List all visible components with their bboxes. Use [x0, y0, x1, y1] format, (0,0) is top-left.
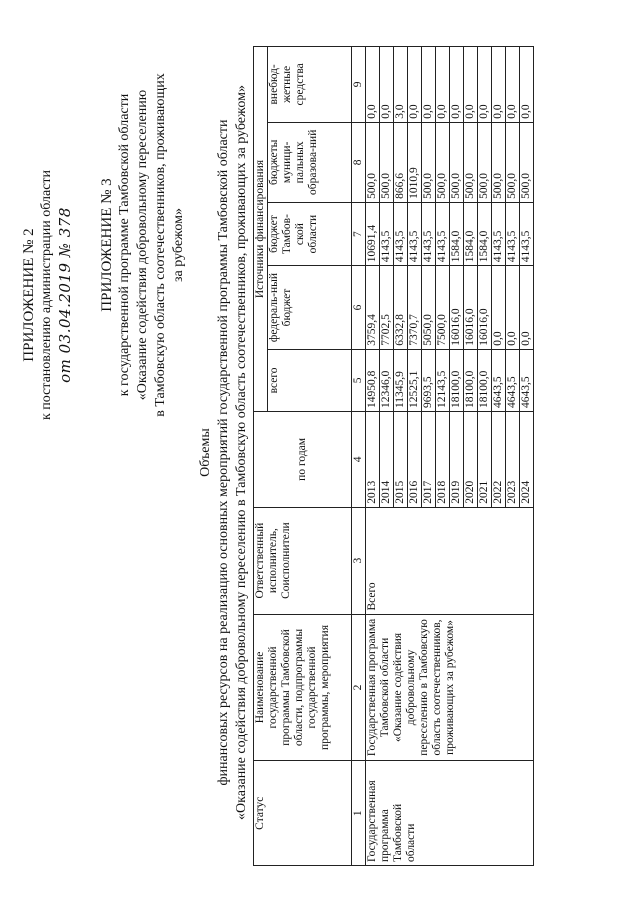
header-by-years: по годам [254, 412, 352, 508]
year-cell: 2020 [464, 412, 478, 508]
municipal-cell: 866,6 [394, 122, 408, 202]
year-cell: 2016 [408, 412, 422, 508]
federal-cell: 7370,7 [408, 266, 422, 349]
status-cell: Государственная программа Тамбовской области [366, 761, 534, 866]
municipal-cell: 500,0 [436, 122, 450, 202]
col-number: 8 [352, 122, 366, 202]
federal-cell: 6332,8 [394, 266, 408, 349]
header-regional: бюджет Тамбов-ской области [268, 202, 352, 265]
federal-cell: 0,0 [492, 266, 506, 349]
appendix-2-decree-line: к постановлению администрации области [39, 169, 54, 421]
regional-cell: 4143,5 [422, 202, 436, 265]
col-number: 2 [352, 614, 366, 761]
header-federal: федераль-ный бюджет [268, 266, 352, 349]
appendix-3-line-1: к государственной программе Тамбовской области [117, 93, 132, 397]
col-number: 5 [352, 349, 366, 411]
municipal-cell: 500,0 [478, 122, 492, 202]
document-title-block [197, 20, 251, 885]
year-cell: 2013 [366, 412, 380, 508]
federal-cell: 7500,0 [436, 266, 450, 349]
extrabudget-cell: 0,0 [464, 47, 478, 123]
total-cell: 12143,5 [436, 349, 450, 411]
regional-cell: 1584,0 [478, 202, 492, 265]
total-cell: 18100,0 [464, 349, 478, 411]
header-name: Наименование государственной программы Тамбовской области, подпрограммы государственной программы, мероприятия [254, 614, 352, 761]
handwritten-date-number: от 03.04.2019 № 378 [56, 207, 74, 383]
year-cell: 2018 [436, 412, 450, 508]
extrabudget-cell: 0,0 [380, 47, 394, 123]
extrabudget-cell: 0,0 [506, 47, 520, 123]
municipal-cell: 1010,9 [408, 122, 422, 202]
table-row [366, 47, 380, 866]
municipal-cell: 500,0 [492, 122, 506, 202]
total-cell: 18100,0 [450, 349, 464, 411]
total-cell: 11345,9 [394, 349, 408, 411]
year-cell: 2019 [450, 412, 464, 508]
year-cell: 2017 [422, 412, 436, 508]
financing-table [253, 46, 534, 866]
total-cell: 4643,5 [520, 349, 534, 411]
regional-cell: 1584,0 [464, 202, 478, 265]
federal-cell: 16016,0 [450, 266, 464, 349]
appendix-3-line-4: за рубежом» [171, 208, 186, 282]
year-cell: 2021 [478, 412, 492, 508]
col-number: 1 [352, 761, 366, 866]
municipal-cell: 500,0 [380, 122, 394, 202]
document-title-line-1: Объемы [198, 428, 213, 477]
regional-cell: 10691,4 [366, 202, 380, 265]
document-title-line-2: финансовых ресурсов на реализацию основных мероприятий государственной программы Тамбовской области [216, 119, 231, 786]
total-cell: 14950,8 [366, 349, 380, 411]
header-sources: Источники финансирования [254, 47, 268, 412]
col-number: 7 [352, 202, 366, 265]
federal-cell: 0,0 [506, 266, 520, 349]
regional-cell: 4143,5 [380, 202, 394, 265]
extrabudget-cell: 3,0 [394, 47, 408, 123]
executor-cell: Всего [366, 507, 534, 614]
municipal-cell: 500,0 [464, 122, 478, 202]
regional-cell: 4143,5 [394, 202, 408, 265]
extrabudget-cell: 0,0 [366, 47, 380, 123]
col-number: 9 [352, 47, 366, 123]
appendix-2-title: ПРИЛОЖЕНИЕ № 2 [21, 228, 37, 362]
total-cell: 4643,5 [506, 349, 520, 411]
extrabudget-cell: 0,0 [478, 47, 492, 123]
extrabudget-cell: 0,0 [492, 47, 506, 123]
appendix-3-title: ПРИЛОЖЕНИЕ № 3 [99, 178, 115, 312]
total-cell: 12346,0 [380, 349, 394, 411]
extrabudget-cell: 0,0 [436, 47, 450, 123]
header-extrabudget: внебюд-жетные средства [268, 47, 352, 123]
regional-cell: 4143,5 [436, 202, 450, 265]
regional-cell: 4143,5 [408, 202, 422, 265]
header-total: всего [268, 349, 352, 411]
total-cell: 9693,5 [422, 349, 436, 411]
municipal-cell: 500,0 [366, 122, 380, 202]
federal-cell: 16016,0 [478, 266, 492, 349]
extrabudget-cell: 0,0 [422, 47, 436, 123]
year-cell: 2015 [394, 412, 408, 508]
extrabudget-cell: 0,0 [450, 47, 464, 123]
municipal-cell: 500,0 [450, 122, 464, 202]
federal-cell: 5050,0 [422, 266, 436, 349]
column-numbers-row [352, 47, 366, 866]
appendix-3-block [98, 35, 188, 455]
program-name-cell: Государственная программа Тамбовской области «Оказание содействия добровольному переселению в Тамбовскую область соотечественников, проживающих за рубежом» [366, 614, 534, 761]
year-cell: 2023 [506, 412, 520, 508]
regional-cell: 4143,5 [506, 202, 520, 265]
municipal-cell: 500,0 [506, 122, 520, 202]
regional-cell: 4143,5 [492, 202, 506, 265]
extrabudget-cell: 0,0 [408, 47, 422, 123]
federal-cell: 16016,0 [464, 266, 478, 349]
appendix-2-block [20, 85, 74, 505]
total-cell: 12525,1 [408, 349, 422, 411]
header-status: Статус [254, 761, 352, 866]
appendix-3-line-2: «Оказание содействия добровольному переселению [135, 89, 150, 401]
federal-cell: 3759,4 [366, 266, 380, 349]
year-cell: 2024 [520, 412, 534, 508]
document-title-line-3: «Оказание содействия добровольному переселению в Тамбовскую область соотечественников, проживающих за рубежом» [234, 85, 249, 820]
appendix-3-line-3: в Тамбовскую область соотечественников, проживающих [153, 73, 168, 417]
federal-cell: 7702,5 [380, 266, 394, 349]
total-cell: 18100,0 [478, 349, 492, 411]
col-number: 3 [352, 507, 366, 614]
municipal-cell: 500,0 [422, 122, 436, 202]
col-number: 4 [352, 412, 366, 508]
year-cell: 2022 [492, 412, 506, 508]
year-cell: 2014 [380, 412, 394, 508]
header-executor: Ответственный исполнитель, Соисполнители [254, 507, 352, 614]
regional-cell: 1584,0 [450, 202, 464, 265]
regional-cell: 4143,5 [520, 202, 534, 265]
col-number: 6 [352, 266, 366, 349]
extrabudget-cell: 0,0 [520, 47, 534, 123]
header-municipal: бюджеты муници-пальных образова-ний [268, 122, 352, 202]
federal-cell: 0,0 [520, 266, 534, 349]
municipal-cell: 500,0 [520, 122, 534, 202]
total-cell: 4643,5 [492, 349, 506, 411]
